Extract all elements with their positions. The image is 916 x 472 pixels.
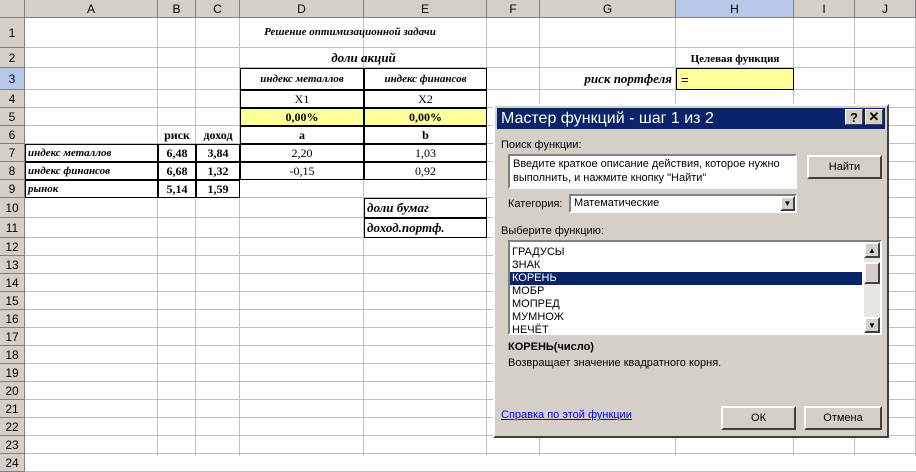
function-list-item[interactable]: ГРАДУСЫ: [512, 246, 565, 258]
search-text: Введите краткое описание действия, которое нужно выполнить, и нажмите кнопку "Найти": [513, 158, 780, 184]
row-header-18[interactable]: 18: [0, 346, 25, 364]
column-header-f[interactable]: F: [487, 0, 540, 18]
income-value[interactable]: 1,59: [196, 180, 240, 198]
row-header-19[interactable]: 19: [0, 364, 25, 382]
row-header-3[interactable]: 3: [0, 68, 25, 90]
row-header-24[interactable]: 24: [0, 454, 25, 472]
row-header-11[interactable]: 11: [0, 218, 25, 238]
portfolio-income-label[interactable]: доход.портф.: [364, 218, 487, 238]
function-list-item[interactable]: КОРЕНЬ: [510, 272, 862, 285]
column-header-a[interactable]: A: [25, 0, 158, 18]
shares-header[interactable]: доли акций: [331, 50, 396, 65]
row-header-23[interactable]: 23: [0, 436, 25, 454]
function-signature: КОРЕНЬ(число): [508, 341, 594, 353]
paper-shares-label[interactable]: доли бумаг: [364, 198, 487, 218]
list-scrollbar[interactable]: [864, 242, 880, 333]
column-header-h[interactable]: H: [676, 0, 794, 18]
row-header-14[interactable]: 14: [0, 274, 25, 292]
row-header-16[interactable]: 16: [0, 310, 25, 328]
search-label: Поиск функции:: [501, 139, 582, 151]
row-header-9[interactable]: 9: [0, 180, 25, 198]
function-list-item[interactable]: МОБР: [512, 285, 545, 297]
category-label: Категория:: [508, 198, 563, 210]
grid-line: [25, 453, 916, 454]
header-index-metals[interactable]: индекс металлов: [240, 68, 364, 90]
col-a-header[interactable]: a: [240, 126, 364, 144]
row-header-21[interactable]: 21: [0, 400, 25, 418]
income-value[interactable]: 1,32: [196, 162, 240, 180]
scroll-up-icon[interactable]: ▲: [864, 242, 880, 258]
column-header-b[interactable]: B: [158, 0, 196, 18]
row-header-20[interactable]: 20: [0, 382, 25, 400]
function-list-item[interactable]: МУМНОЖ: [512, 311, 564, 323]
search-field[interactable]: [508, 154, 797, 189]
choose-function-label: Выберите функцию:: [501, 225, 604, 237]
help-icon[interactable]: ?: [845, 109, 863, 125]
column-header-d[interactable]: D: [240, 0, 364, 18]
var-x2[interactable]: X2: [364, 90, 487, 108]
row-name[interactable]: индекс финансов: [25, 162, 158, 180]
risk-value[interactable]: 6,68: [158, 162, 196, 180]
scroll-thumb[interactable]: [864, 262, 880, 284]
col-income-header[interactable]: доход: [203, 127, 233, 142]
function-list-item[interactable]: МОПРЕД: [512, 298, 560, 310]
row-header-1[interactable]: 1: [0, 18, 25, 48]
scroll-down-icon[interactable]: ▼: [864, 317, 880, 333]
help-link[interactable]: Справка по этой функции: [501, 409, 632, 421]
function-wizard-dialog: [493, 104, 889, 438]
col-risk-header[interactable]: риск: [164, 127, 190, 142]
risk-portfolio-label[interactable]: риск портфеля: [584, 71, 672, 86]
dialog-title: Мастер функций - шаг 1 из 2: [501, 109, 714, 127]
select-all-corner[interactable]: [0, 0, 25, 18]
column-header-g[interactable]: G: [540, 0, 676, 18]
x1-value[interactable]: 0,00%: [240, 108, 364, 126]
a-value[interactable]: -0,15: [240, 162, 364, 180]
function-list-item[interactable]: ЗНАК: [512, 259, 541, 271]
a-value[interactable]: 2,20: [240, 144, 364, 162]
function-list-item[interactable]: НЕЧЁТ: [512, 324, 549, 336]
column-header-e[interactable]: E: [364, 0, 487, 18]
col-b-header[interactable]: b: [364, 126, 487, 144]
x2-value[interactable]: 0,00%: [364, 108, 487, 126]
row-header-17[interactable]: 17: [0, 328, 25, 346]
target-function-label[interactable]: Целевая функция: [690, 53, 780, 65]
row-name[interactable]: индекс металлов: [25, 144, 158, 162]
cancel-button[interactable]: Отмена: [804, 406, 882, 430]
header-index-finance[interactable]: индекс финансов: [364, 68, 487, 90]
chevron-down-icon[interactable]: ▼: [780, 196, 795, 211]
b-value[interactable]: 1,03: [364, 144, 487, 162]
row-name[interactable]: рынок: [25, 180, 158, 198]
row-header-12[interactable]: 12: [0, 238, 25, 256]
row-header-15[interactable]: 15: [0, 292, 25, 310]
category-select[interactable]: [569, 194, 797, 213]
category-value: Математические: [574, 197, 660, 209]
row-header-22[interactable]: 22: [0, 418, 25, 436]
row-header-10[interactable]: 10: [0, 198, 25, 218]
function-description: Возвращает значение квадратного корня.: [508, 357, 722, 369]
ok-button[interactable]: ОК: [721, 406, 796, 430]
dialog-title-bar[interactable]: [497, 108, 885, 129]
row-header-4[interactable]: 4: [0, 90, 25, 108]
close-icon[interactable]: ✕: [865, 109, 883, 125]
column-header-c[interactable]: C: [196, 0, 240, 18]
column-header-i[interactable]: I: [794, 0, 855, 18]
risk-value[interactable]: 5,14: [158, 180, 196, 198]
formula-cell-h3[interactable]: =: [676, 68, 794, 90]
function-list[interactable]: [508, 240, 882, 335]
find-button[interactable]: Найти: [807, 155, 882, 179]
sheet-title[interactable]: Решение оптимизационной задачи: [264, 26, 436, 38]
row-header-5[interactable]: 5: [0, 108, 25, 126]
b-value[interactable]: 0,92: [364, 162, 487, 180]
row-header-2[interactable]: 2: [0, 48, 25, 68]
column-header-j[interactable]: J: [855, 0, 916, 18]
row-header-7[interactable]: 7: [0, 144, 25, 162]
row-header-6[interactable]: 6: [0, 126, 25, 144]
income-value[interactable]: 3,84: [196, 144, 240, 162]
row-header-8[interactable]: 8: [0, 162, 25, 180]
row-header-13[interactable]: 13: [0, 256, 25, 274]
var-x1[interactable]: X1: [240, 90, 364, 108]
risk-value[interactable]: 6,48: [158, 144, 196, 162]
